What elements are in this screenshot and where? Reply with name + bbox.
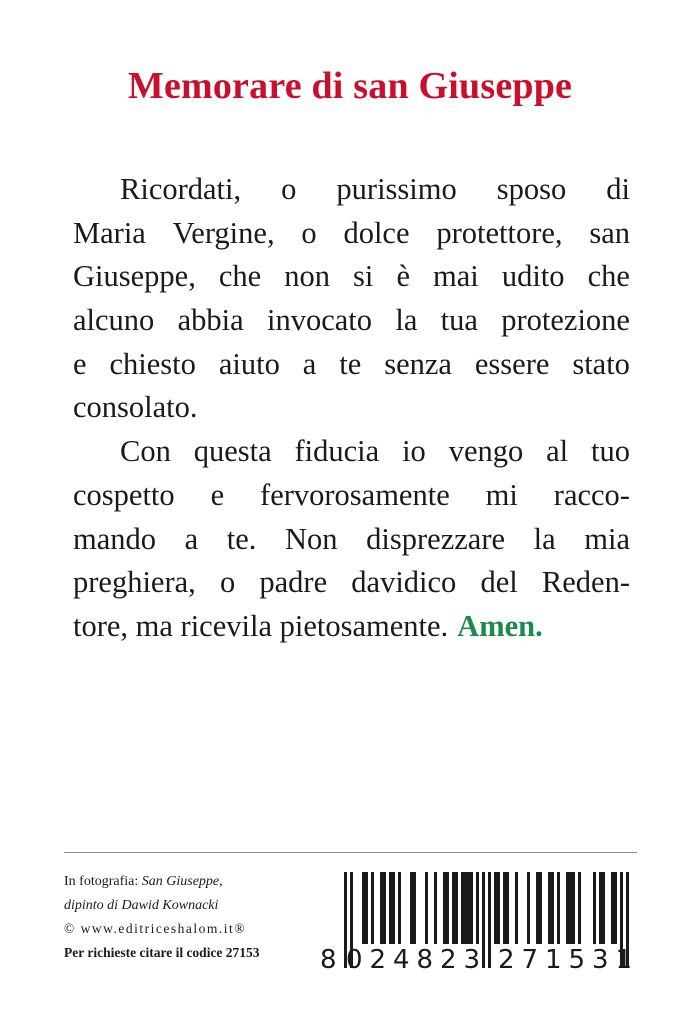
barcode-bar <box>410 872 413 944</box>
prayer-word: e <box>210 477 225 512</box>
prayer-word: che <box>218 259 262 294</box>
prayer-word: aiuto <box>218 346 280 381</box>
prayer-word: a <box>302 346 317 381</box>
barcode-bar <box>455 872 458 944</box>
prayer-line <box>73 474 630 518</box>
photo-credit-author: dipinto di Dawid Kownacki <box>64 897 219 913</box>
prayer-word: che <box>587 259 630 294</box>
prayer-line <box>73 168 630 212</box>
barcode-bar <box>461 872 464 944</box>
prayer-word: alcuno <box>73 303 155 338</box>
barcode-bar <box>362 872 365 944</box>
prayer-word: è <box>396 259 410 294</box>
barcode-bar <box>371 872 374 944</box>
prayer-line <box>73 430 630 474</box>
barcode <box>318 872 640 972</box>
prayer-line <box>73 518 630 562</box>
barcode-first-digit: 8 <box>320 945 337 972</box>
barcode-bar <box>551 872 554 944</box>
prayer-word: preghiera, <box>73 565 196 600</box>
prayer-word: te <box>339 346 362 381</box>
barcode-bar <box>506 872 509 944</box>
prayer-word: del <box>480 565 518 600</box>
prayer-word: o <box>219 565 236 600</box>
prayer-word: Vergine, <box>172 215 275 250</box>
prayer-word: invocato <box>267 303 373 338</box>
prayer-word: consolato. <box>73 390 198 425</box>
barcode-bar <box>413 872 416 944</box>
prayer-word: te. <box>226 521 257 556</box>
prayer-word: io <box>402 434 426 469</box>
amen-closing: Amen. <box>457 608 543 643</box>
barcode-bar <box>383 872 386 944</box>
barcode-bar <box>611 872 614 944</box>
barcode-bar <box>464 872 467 944</box>
footer-credits <box>64 870 324 964</box>
barcode-bar <box>389 872 392 944</box>
prayer-line <box>73 343 630 387</box>
prayer-word: Maria <box>73 215 146 250</box>
prayer-word: protezione <box>501 303 630 338</box>
barcode-bar <box>566 872 569 944</box>
prayer-line <box>73 561 630 605</box>
prayer-word: udito <box>501 259 565 294</box>
barcode-left-digits: 024823 <box>346 945 480 972</box>
prayer-word: fervorosamente <box>260 477 450 512</box>
prayer-word: a <box>184 521 199 556</box>
barcode-bar <box>497 872 500 944</box>
barcode-bar <box>380 872 383 944</box>
barcode-bar <box>452 872 455 944</box>
prayer-word: padre <box>259 565 328 600</box>
prayer-line <box>73 255 630 299</box>
barcode-bar <box>602 872 605 944</box>
prayer-word: mia <box>584 521 630 556</box>
prayer-final-line: tore, ma ricevila pietosamente. <box>73 608 449 643</box>
barcode-bar <box>599 872 602 944</box>
prayer-word: stato <box>572 346 630 381</box>
barcode-bar <box>446 872 449 944</box>
footer-divider <box>64 852 637 853</box>
prayer-word: tuo <box>591 434 630 469</box>
barcode-bar <box>392 872 395 944</box>
prayer-text <box>73 168 630 649</box>
prayer-word: tua <box>440 303 478 338</box>
prayer-word: mando <box>73 521 157 556</box>
prayer-word: la <box>395 303 418 338</box>
photo-credit-author-row <box>64 894 324 918</box>
prayer-word: purissimo <box>336 172 457 206</box>
prayer-word: al <box>546 434 569 469</box>
photo-credit-title: San Giuseppe, <box>141 874 223 889</box>
barcode-bar <box>569 872 572 944</box>
barcode-bar <box>494 872 497 944</box>
prayer-word: Reden- <box>541 565 630 600</box>
prayer-line <box>73 386 630 430</box>
prayer-word: mi <box>485 477 518 512</box>
prayer-word: essere <box>474 346 550 381</box>
prayer-word: Ricordati, <box>120 172 242 206</box>
prayer-word: sposo <box>496 172 567 206</box>
barcode-graphic <box>318 872 640 972</box>
prayer-word: protettore, <box>436 215 563 250</box>
prayer-word: san <box>589 215 630 250</box>
prayer-word: o <box>301 215 317 250</box>
barcode-bar <box>488 872 491 968</box>
barcode-bar <box>614 872 617 944</box>
barcode-bar <box>482 872 485 968</box>
barcode-bar <box>467 872 470 944</box>
barcode-bar <box>443 872 446 944</box>
barcode-bar <box>557 872 560 944</box>
barcode-bar <box>425 872 428 944</box>
barcode-bar <box>527 872 530 944</box>
prayer-word: davidico <box>351 565 457 600</box>
prayer-word: dolce <box>343 215 410 250</box>
prayer-word: mai <box>433 259 479 294</box>
prayer-word: senza <box>384 346 452 381</box>
barcode-bar <box>515 872 518 944</box>
barcode-bar <box>536 872 539 944</box>
photo-credit <box>64 870 324 894</box>
page-title: Memorare di san Giuseppe <box>127 65 573 107</box>
barcode-bar <box>572 872 575 944</box>
barcode-bar <box>365 872 368 944</box>
prayer-word: fiducia <box>294 434 380 469</box>
product-code-note: Per richieste citare il codice 27153 <box>64 944 260 960</box>
barcode-right-digits: 271531 <box>498 945 632 972</box>
barcode-bar <box>539 872 542 944</box>
barcode-bar <box>548 872 551 944</box>
prayer-line-closing <box>73 605 630 649</box>
prayer-word: abbia <box>177 303 244 338</box>
prayer-word: vengo <box>448 434 524 469</box>
prayer-word: di <box>606 172 630 206</box>
prayer-word: o <box>281 172 297 206</box>
prayer-line <box>73 212 630 256</box>
prayer-word: racco- <box>553 477 630 512</box>
prayer-word: e <box>73 346 87 381</box>
prayer-word: non <box>284 259 330 294</box>
prayer-word: chiesto <box>109 346 196 381</box>
barcode-bar <box>476 872 479 944</box>
prayer-word: la <box>533 521 556 556</box>
prayer-line <box>73 299 630 343</box>
prayer-word: Non <box>285 521 338 556</box>
prayer-word: Con <box>120 434 171 469</box>
barcode-bar <box>593 872 596 944</box>
barcode-bar <box>434 872 437 944</box>
barcode-bar <box>578 872 581 944</box>
barcode-bar <box>503 872 506 944</box>
prayer-word: si <box>353 259 374 294</box>
publisher-website: © www.editriceshalom.it® <box>64 921 246 936</box>
prayer-word: Giuseppe, <box>73 259 196 294</box>
prayer-word: disprezzare <box>366 521 506 556</box>
photo-credit-prefix: In fotografia: <box>64 874 139 889</box>
barcode-bar <box>398 872 401 944</box>
prayer-word: questa <box>193 434 272 469</box>
barcode-bar <box>470 872 473 944</box>
prayer-word: cospetto <box>73 477 175 512</box>
